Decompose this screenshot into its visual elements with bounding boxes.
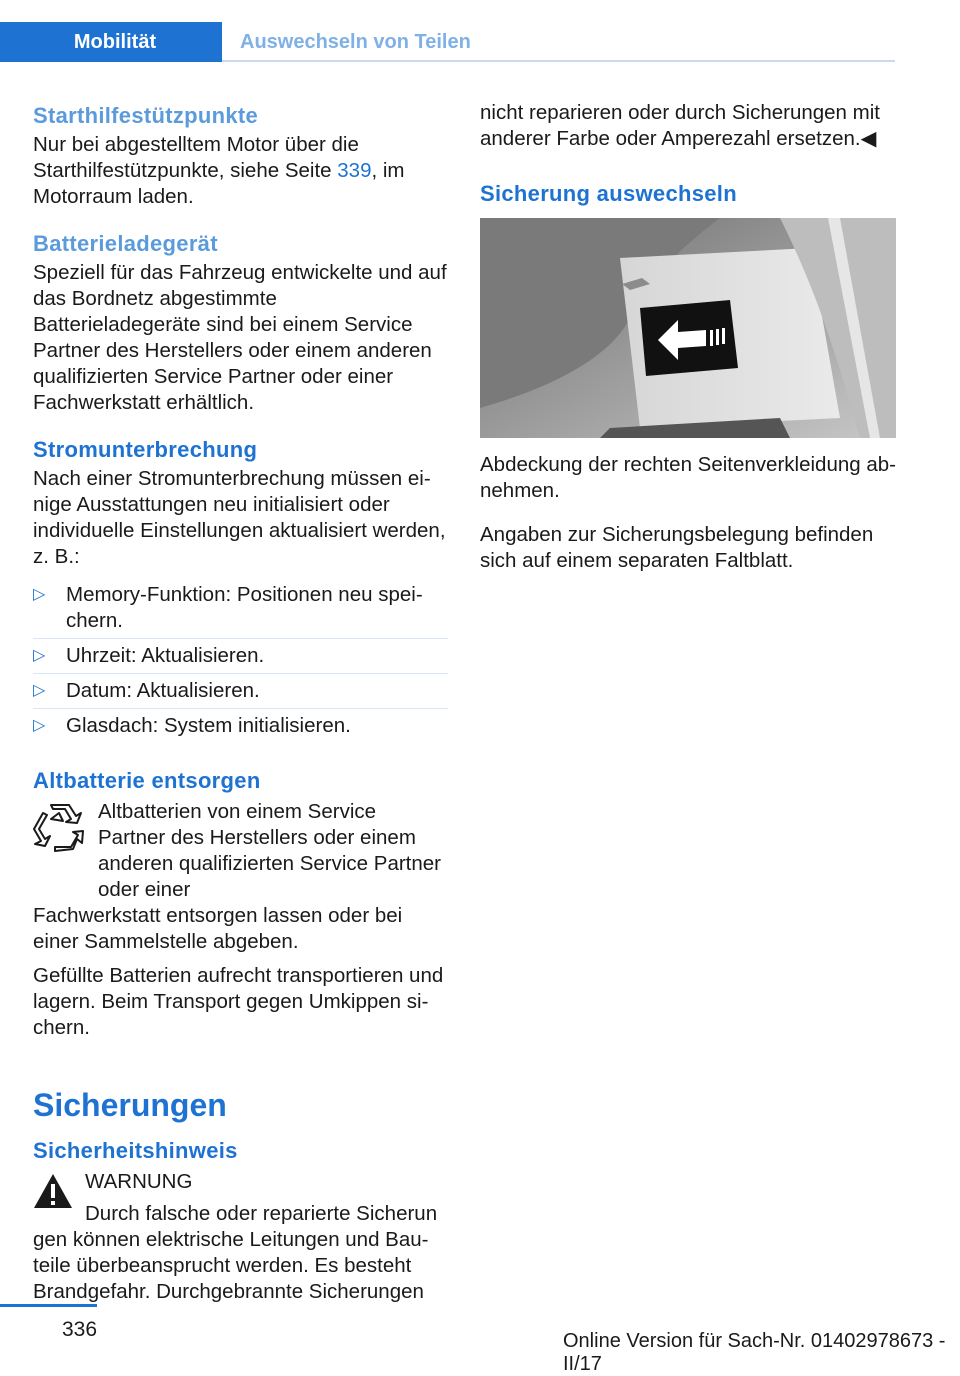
warning-text-a: Durch falsche oder reparierte Sicherun bbox=[85, 1202, 438, 1225]
section-title-batterieladegeraet: Batterieladegerät bbox=[33, 231, 218, 256]
continued-text: nicht reparieren oder durch Sicherungen mit anderer Farbe oder Amperezahl ersetzen.◀ bbox=[480, 101, 880, 150]
altbatterie-text-a: Altbatterien von einem Service Partner des Herstellers oder einem anderen qualifizierten Service Partner oder einer bbox=[98, 800, 441, 901]
starthilfe-text bbox=[33, 132, 448, 210]
triangle-bullet-icon: ▷ bbox=[33, 717, 46, 734]
list-item: ▷ Glasdach: System initialisieren. bbox=[33, 714, 351, 737]
section-title-altbatterie: Altbatterie entsorgen bbox=[33, 768, 261, 793]
section-title-starthilfe: Starthilfestützpunkte bbox=[33, 103, 259, 128]
page-link-339[interactable]: 339 bbox=[337, 159, 372, 182]
recycle-block bbox=[33, 797, 448, 903]
list-item: ▷ Uhrzeit: Aktualisieren. bbox=[33, 639, 448, 674]
warning-text-b: gen können elektrische Leitungen und Bauteile überbeansprucht werden. Es besteht Brandgefahr. Durchgebrannte Sicherungen bbox=[33, 1228, 429, 1303]
section-title-sicherung-auswechseln: Sicherung auswechseln bbox=[480, 181, 737, 206]
batterieladegeraet-text: Speziell für das Fahrzeug entwickelte und auf das Bordnetz abgestimmte Batterieladegeräte sind bei einem Service Partner des Herstellers oder einem anderen qualifizierten Service Partner oder einer Fachwerkstatt erhältlich. bbox=[33, 261, 447, 414]
warning-label: WARNUNG bbox=[85, 1170, 193, 1193]
triangle-bullet-icon: ▷ bbox=[33, 647, 46, 664]
sicherung-text-2: Angaben zur Sicherungsbelegung befinden sich auf einem separaten Faltblatt. bbox=[480, 523, 874, 572]
section-title-sicherheitshinweis: Sicherheitshinweis bbox=[33, 1138, 238, 1163]
footer-note: Online Version für Sach-Nr. 01402978673 - II/17 bbox=[563, 1330, 946, 1375]
list-item: ▷ Datum: Aktualisieren. bbox=[33, 674, 448, 709]
chapter-title-sicherungen: Sicherungen bbox=[33, 1087, 227, 1123]
fuse-cover-photo bbox=[480, 218, 896, 438]
warning-triangle-icon bbox=[33, 1173, 73, 1209]
footer-rule bbox=[0, 1304, 97, 1307]
left-column bbox=[33, 100, 448, 1323]
starthilfe-text-a: Nur bei abgestelltem Motor über die Starthilfestützpunkte, siehe Seite bbox=[33, 133, 359, 182]
header-tab-mobilitaet[interactable]: Mobilität bbox=[0, 22, 222, 62]
right-column bbox=[480, 100, 896, 592]
warning-block bbox=[33, 1167, 448, 1227]
triangle-bullet-icon: ▷ bbox=[33, 586, 46, 603]
stromunterbrechung-list bbox=[33, 578, 448, 743]
section-title-stromunterbrechung: Stromunterbrechung bbox=[33, 437, 258, 462]
header-tab-auswechseln[interactable]: Auswechseln von Teilen bbox=[240, 30, 471, 53]
list-item: ▷ Memory-Funktion: Positionen neu speichern. bbox=[33, 578, 448, 639]
page-number: 336 bbox=[62, 1318, 98, 1341]
altbatterie-text-c: Gefüllte Batterien aufrecht transportieren und lagern. Beim Transport gegen Umkippen sichern. bbox=[33, 964, 444, 1039]
triangle-bullet-icon: ▷ bbox=[33, 682, 46, 699]
altbatterie-text-b: Fachwerkstatt entsorgen lassen oder bei einer Sammelstelle abgeben. bbox=[33, 904, 403, 953]
stromunterbrechung-text: Nach einer Stromunterbrechung müssen einige Ausstattungen neu initialisiert oder individuelle Einstellungen aktualisiert werden, z. B.: bbox=[33, 467, 446, 568]
sicherung-text-1: Abdeckung der rechten Seitenverkleidung abnehmen. bbox=[480, 453, 896, 502]
recycle-icon bbox=[33, 801, 85, 853]
starthilfe-text-b: , im Motorraum laden. bbox=[33, 159, 405, 208]
